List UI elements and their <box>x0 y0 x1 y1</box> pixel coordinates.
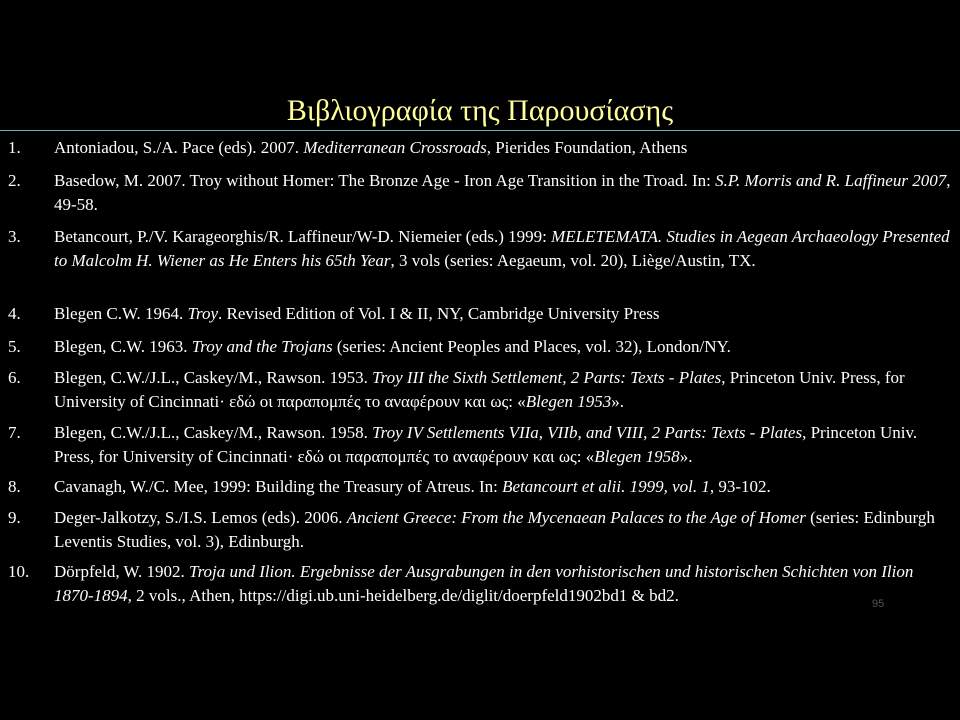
reference-title-italic: Betancourt et alii. 1999, vol. 1 <box>502 477 710 496</box>
page-number: 95 <box>872 598 885 610</box>
reference-title-italic: S.P. Morris and R. Laffineur 2007 <box>715 171 947 190</box>
reference-text-part: Basedow, M. 2007. Troy without Homer: The Bronze Age - Iron Age Transition in the Troad. In: <box>54 171 716 190</box>
reference-text-part: Blegen C.W. 1964. <box>54 304 188 323</box>
reference-title-italic: Troja und Ilion. Ergebnisse der Ausgrabungen in den vorhistorischen und historischen Schichten von Ilion 1870-1894 <box>54 562 914 605</box>
reference-title-italic: Ancient Greece: From the Mycenaean Palaces to the Age of Homer <box>346 508 806 527</box>
reference-text <box>54 169 954 217</box>
reference-text-part: , Princeton Univ. Press, for University of Cincinnati· εδώ οι παραπομπές το αναφέρουν και ως: « <box>54 368 905 411</box>
slide-title: Βιβλιογραφία της Παρουσίασης <box>286 94 674 127</box>
reference-number: 5. <box>8 337 21 356</box>
reference-text <box>54 225 954 273</box>
reference-text-part: Deger-Jalkotzy, S./I.S. Lemos (eds). 2006. <box>54 508 347 527</box>
reference-text <box>54 475 954 499</box>
reference-text-part: (series: Ancient Peoples and Places, vol. 32), London/NY. <box>332 337 731 356</box>
reference-number: 9. <box>8 508 21 527</box>
reference-text <box>54 366 954 414</box>
reference-text-part: Blegen, C.W./J.L., Caskey/M., Rawson. 1953. <box>54 368 373 387</box>
reference-text-part: Betancourt, P./V. Karageorghis/R. Laffineur/W-D. Niemeier (eds.) 1999: <box>54 227 552 246</box>
reference-text-part: , 3 vols (series: Aegaeum, vol. 20), Liège/Austin, TX. <box>390 251 756 270</box>
reference-text <box>54 302 954 326</box>
reference-number: 10. <box>8 562 30 581</box>
reference-number: 6. <box>8 368 21 387</box>
reference-text-part: Cavanagh, W./C. Mee, 1999: Building the Treasury of Atreus. In: <box>54 477 503 496</box>
reference-text-part: Antoniadou, S./A. Pace (eds). 2007. <box>54 138 304 157</box>
reference-text-part: , 93-102. <box>709 477 771 496</box>
title-divider <box>0 130 960 131</box>
reference-number: 1. <box>8 138 21 157</box>
reference-text-part: , 49-58. <box>54 171 951 214</box>
reference-title-italic: Troy III the Sixth Settlement, 2 Parts: Texts - Plates <box>372 368 722 387</box>
reference-text-part: , Princeton Univ. Press, for University of Cincinnati· εδώ οι παραπομπές το αναφέρουν και ως: « <box>54 423 918 466</box>
reference-number: 4. <box>8 304 21 323</box>
reference-title-italic: Troy and the Trojans <box>191 337 333 356</box>
reference-text-part: , Pierides Foundation, Athens <box>486 138 688 157</box>
reference-text <box>54 136 954 160</box>
reference-title-italic: Blegen 1953 <box>525 392 612 411</box>
reference-text-part: , 2 vols., Athen, https://digi.ub.uni-heidelberg.de/diglit/doerpfeld1902bd1 & bd2. <box>127 586 679 605</box>
reference-text-part: ». <box>611 392 624 411</box>
reference-text-part: Dörpfeld, W. 1902. <box>54 562 190 581</box>
reference-number: 8. <box>8 477 21 496</box>
reference-title-italic: Blegen 1958 <box>594 447 680 466</box>
reference-text <box>54 421 954 469</box>
reference-text <box>54 506 954 554</box>
reference-title-italic: MELETEMATA. Studies in Aegean Archaeology Presented to Malcolm H. Wiener as He Enters his 65th Year <box>54 227 950 270</box>
reference-text-part: ». <box>679 447 693 466</box>
reference-text-part: Blegen, C.W. 1963. <box>54 337 192 356</box>
reference-text-part: (series: Edinburgh Leventis Studies, vol. 3), Edinburgh. <box>54 508 935 551</box>
reference-text <box>54 335 954 359</box>
reference-text-part: Blegen, C.W./J.L., Caskey/M., Rawson. 1958. <box>54 423 373 442</box>
reference-title-italic: Troy <box>187 304 219 323</box>
reference-number: 2. <box>8 171 21 190</box>
reference-text-part: . Revised Edition of Vol. I & II, NY, Cambridge University Press <box>218 304 660 323</box>
reference-title-italic: Troy IV Settlements VIIa, VIIb, and VIII, 2 Parts: Texts - Plates <box>372 423 803 442</box>
reference-number: 7. <box>8 423 21 442</box>
reference-number: 3. <box>8 227 21 246</box>
reference-title-italic: Mediterranean Crossroads <box>303 138 487 157</box>
reference-text <box>54 560 954 608</box>
